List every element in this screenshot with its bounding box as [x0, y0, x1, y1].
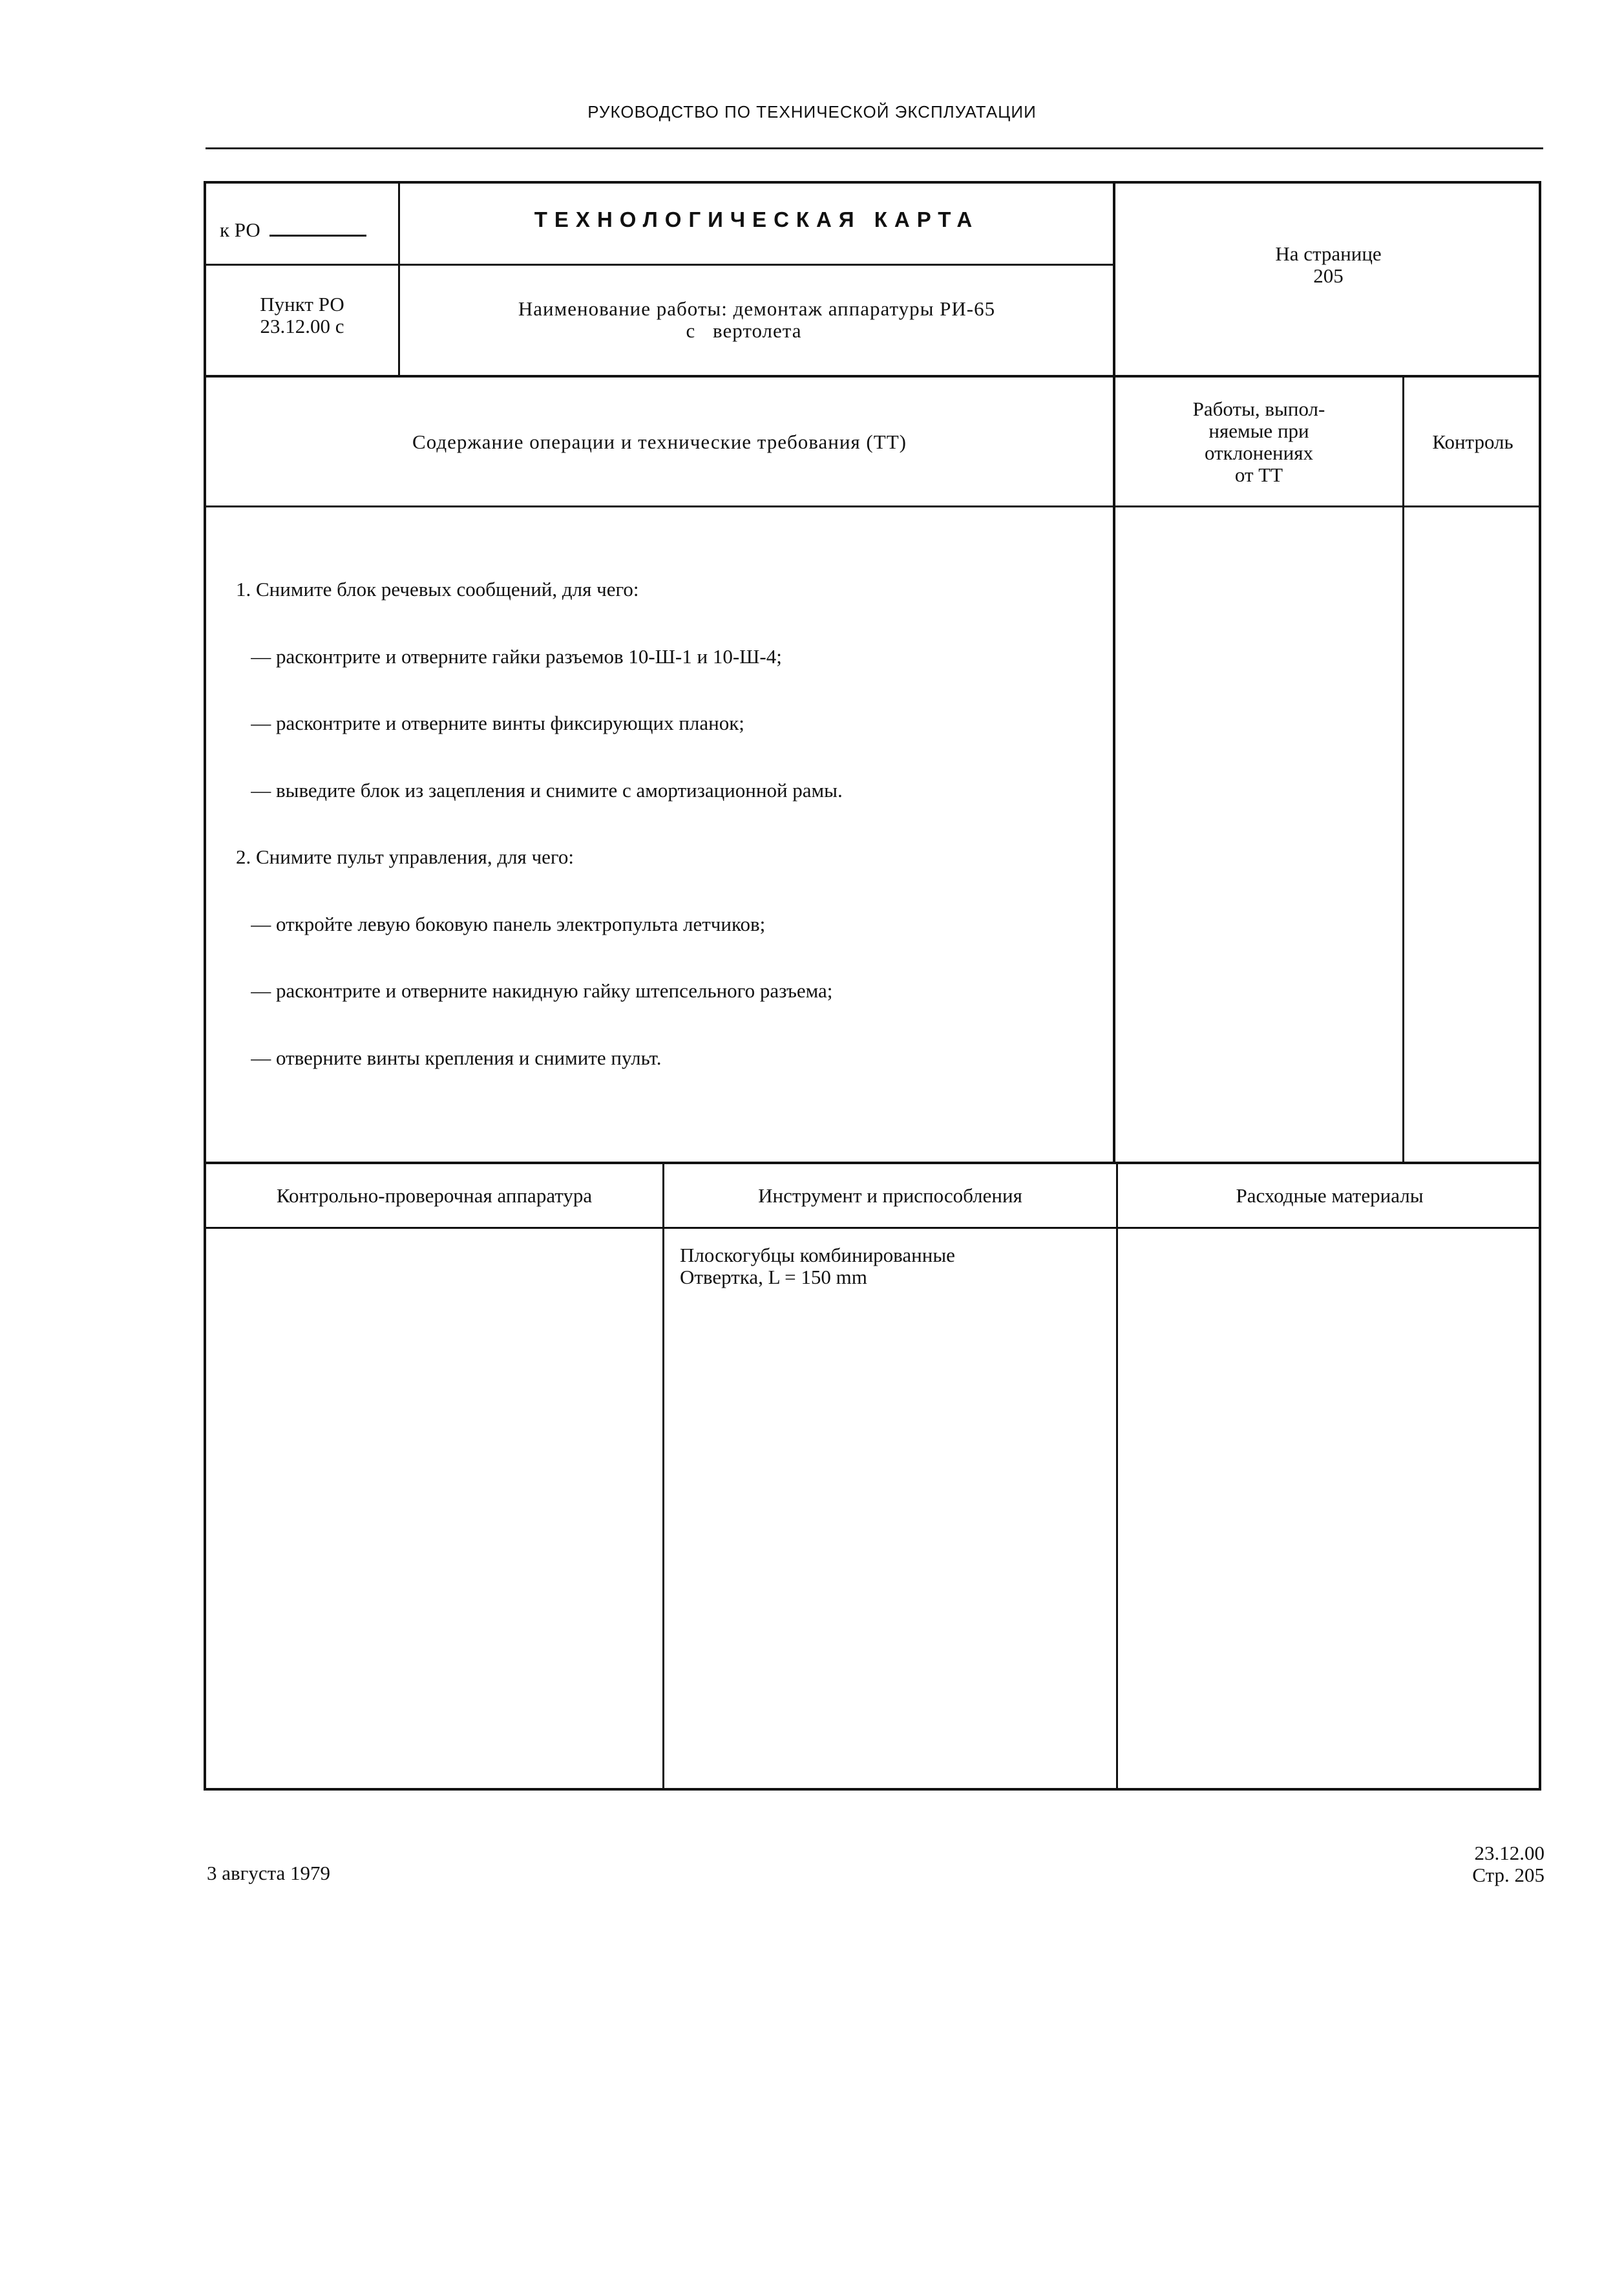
operation-line: 2. Снимите пульт управления, для чего: [236, 846, 574, 868]
work-name-line2: с вертолета [686, 319, 802, 342]
operations-list [236, 534, 1102, 1092]
operation-line: — расконтрите и отверните винты фиксирующих планок; [236, 712, 744, 734]
ref-blank-line [269, 235, 366, 237]
item-number: 23.12.00 с [260, 315, 344, 337]
deviations-line: няемые при [1208, 419, 1309, 442]
column-header-operations: Содержание операции и технические требования (ТТ) [412, 430, 907, 453]
divider-line [398, 181, 400, 376]
page-ref-cell [1115, 239, 1541, 291]
deviations-line: отклонениях [1205, 441, 1313, 464]
divider-line [204, 505, 1541, 507]
footer-section [1389, 1842, 1545, 1886]
divider-line [204, 375, 1541, 378]
footer-page: Стр. 205 [1472, 1864, 1545, 1886]
tools-list [680, 1244, 955, 1288]
page-label: На странице [1275, 242, 1382, 265]
header-test-equipment: Контрольно-проверочная аппаратура [276, 1184, 593, 1207]
divider-line [1113, 181, 1115, 1164]
work-name-cell [401, 294, 1113, 346]
header-tools: Инструмент и приспособления [758, 1184, 1022, 1207]
item-label: Пункт РО [260, 293, 344, 315]
deviations-line: от ТТ [1234, 463, 1283, 486]
column-header-deviations [1115, 378, 1402, 505]
header-consumables: Расходные материалы [1236, 1184, 1424, 1207]
work-name-line1: Наименование работы: демонтаж аппаратуры РИ-65 [518, 297, 996, 320]
manual-title: РУКОВОДСТВО ПО ТЕХНИЧЕСКОЙ ЭКСПЛУАТАЦИИ [587, 102, 1037, 122]
operation-line: — расконтрите и отверните накидную гайку штепсельного разъема; [236, 979, 833, 1002]
operation-line: — выведите блок из зацепления и снимите с амортизационной рамы. [236, 778, 843, 802]
item-cell [206, 290, 398, 341]
card-title: ТЕХНОЛОГИЧЕСКАЯ КАРТА [534, 207, 980, 231]
divider-line [662, 1162, 664, 1791]
column-header-control: Контроль [1432, 430, 1513, 453]
divider-line [1116, 1162, 1118, 1791]
header-rule [206, 147, 1543, 149]
operation-line: — отверните винты крепления и снимите пульт. [236, 1046, 662, 1069]
footer-date: 3 августа 1979 [207, 1862, 331, 1884]
page-number: 205 [1313, 264, 1344, 287]
operation-line: 1. Снимите блок речевых сообщений, для чего: [236, 578, 639, 601]
tool-item: Отвертка, L = 150 mm [680, 1266, 867, 1288]
ref-cell [220, 218, 388, 247]
footer-section-number: 23.12.00 [1474, 1842, 1545, 1864]
operation-line: — расконтрите и отверните гайки разъемов 10-Ш-1 и 10-Ш-4; [236, 644, 782, 668]
deviations-line: Работы, выпол- [1192, 397, 1325, 420]
tool-item: Плоскогубцы комбинированные [680, 1244, 955, 1266]
ref-label: к РО [220, 218, 260, 241]
operation-line: — откройте левую боковую панель электропульта летчиков; [236, 912, 766, 935]
divider-line [204, 264, 1115, 266]
divider-line [204, 1227, 1541, 1229]
